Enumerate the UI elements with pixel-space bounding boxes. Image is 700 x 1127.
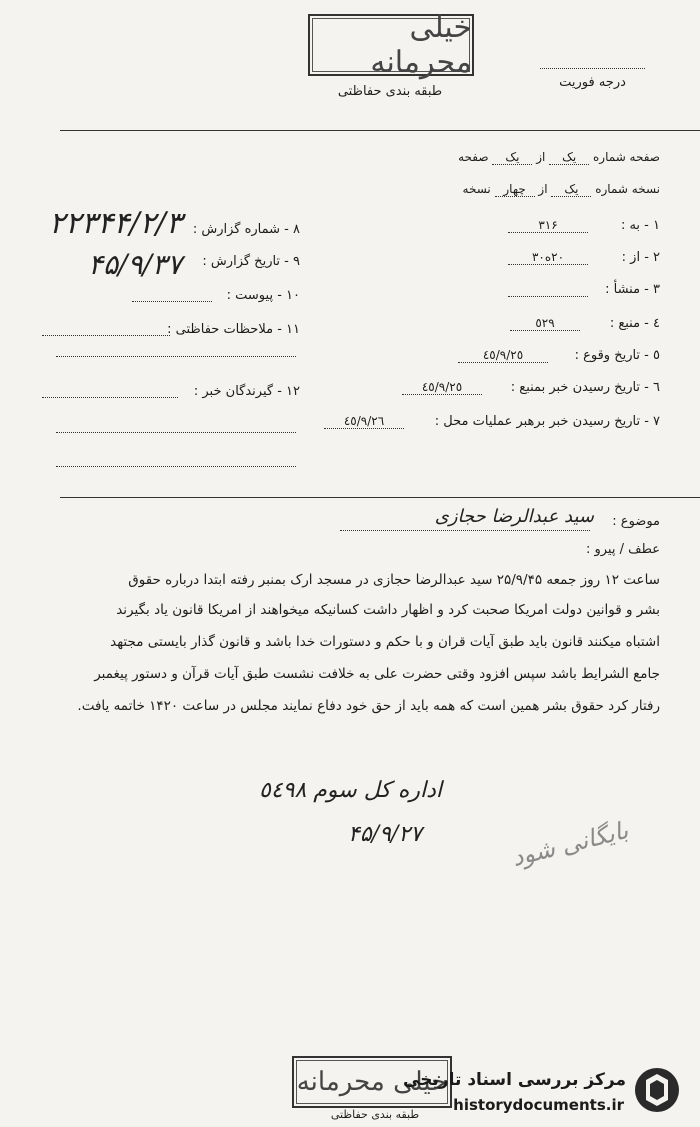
field-event-date-value: ٤٥/٩/٢٥	[458, 348, 548, 363]
bottom-stamp-text: خیلی محرمانه	[296, 1067, 448, 1097]
field-to-value: ۳۱۶	[508, 218, 588, 233]
field-from-label: ۲ - از :	[621, 250, 660, 265]
copy-word: نسخه	[462, 182, 491, 196]
field-origin-value	[508, 282, 588, 297]
field-source-receipt-date-label: ٦ - تاریخ رسیدن خبر بمنبع :	[510, 380, 660, 395]
field-to	[300, 212, 660, 242]
watermark-logo-icon	[632, 1062, 682, 1118]
page-number-value: یک	[549, 150, 589, 165]
watermark-site-url: historydocuments.ir	[453, 1096, 624, 1114]
copy-total-value: چهار	[495, 182, 535, 197]
page-of-label: از	[536, 150, 546, 164]
copy-number-value: یک	[551, 182, 591, 197]
field-security-notes-label: ۱۱ - ملاحظات حفاظتی :	[167, 322, 300, 337]
body-line-3: اشتباه میکنند قانون باید طبق آیات قران و با حکم و دستورات خدا باشد و قانون گذار بایستی مجتهد	[110, 634, 660, 650]
subject-value: سید عبدالرضا حجازی	[434, 506, 594, 527]
handwritten-note-1: اداره کل سوم ٥٤٩٨	[259, 778, 442, 803]
body-line-4: جامع الشرایط باشد سپس افزود وقتی حضرت علی به خلافت نشست طبق آیات قرآن و دستور پیغمبر	[94, 666, 660, 682]
copy-number-line	[400, 182, 660, 197]
copy-number-label: نسخه شماره	[595, 182, 660, 196]
recipients-line-2	[56, 432, 296, 433]
field-from-value: ۲۰ه۳۰	[508, 250, 588, 265]
page-number-label: صفحه شماره	[593, 150, 660, 164]
body-line-2: بشر و قوانین دولت امریکا صحبت کرد و اظهار داشت کسانیکه میخواهند از امریکا قانون یاد بگیرند	[116, 602, 660, 618]
classification-label: طبقه بندی حفاظتی	[337, 84, 443, 99]
recipients-line-3	[56, 466, 296, 467]
field-to-label: ۱ - به :	[620, 218, 660, 233]
field-ops-receipt-date-value: ٤٥/٩/٢٦	[324, 414, 404, 429]
field-report-number-label: ۸ - شماره گزارش :	[192, 222, 300, 237]
field-origin-label: ۳ - منشأ :	[605, 282, 660, 297]
page-word: صفحه	[458, 150, 489, 164]
body-line-5: رفتار کرد حقوق بشر همین است که همه باید از حق خود دفاع نمایند مجلس در ساعت ۱۴۲۰ خاتمه یافت.	[77, 698, 660, 714]
field-from	[300, 244, 660, 274]
field-security-notes	[40, 314, 300, 344]
page-total-value: یک	[492, 150, 532, 165]
field-source-receipt-date	[300, 374, 660, 404]
bottom-classification-label: طبقه بندی حفاظتی	[330, 1108, 420, 1121]
field-source-receipt-date-value: ٤٥/٩/٢٥	[402, 380, 482, 395]
field-event-date	[300, 342, 660, 372]
page-number-line	[400, 150, 660, 165]
meta-divider	[60, 497, 700, 498]
field-ops-receipt-date	[300, 408, 660, 438]
field-report-number-value: ۲۲۳۴۴/۲/۳	[48, 206, 182, 241]
field-origin	[300, 276, 660, 306]
body-line-1: ساعت ۱۲ روز جمعه ۲۵/۹/۴۵ سید عبدالرضا حجازی در مسجد ارک بمنبر رفته ابتدا درباره حقوق	[128, 572, 660, 588]
handwritten-note-2: ۴۵/۹/۲۷	[348, 822, 422, 847]
priority-line	[540, 68, 645, 69]
field-source	[300, 310, 660, 340]
notes-extra-line-1	[56, 356, 296, 357]
subject-label: موضوع :	[612, 514, 660, 529]
reference-label: عطف / پیرو :	[585, 542, 660, 557]
subject-line	[340, 530, 590, 531]
field-report-date-value: ۴۵/۹/۳۷	[87, 248, 182, 281]
header-divider	[60, 130, 700, 131]
field-recipients	[40, 376, 300, 406]
priority-label: درجه فوریت	[559, 75, 626, 90]
watermark-center-name: مرکز بررسی اسناد تاریخی	[403, 1070, 626, 1090]
field-recipients-label: ۱۲ - گیرندگان خبر :	[193, 384, 300, 399]
top-classification-stamp	[308, 10, 474, 80]
field-source-label: ٤ - منبع :	[609, 316, 660, 331]
field-report-number	[40, 206, 300, 246]
copy-of-label: از	[538, 182, 548, 196]
field-report-date-label: ۹ - تاریخ گزارش :	[202, 254, 300, 269]
margin-handwritten-note: بایگانی شود	[509, 816, 631, 872]
field-security-notes-value	[42, 334, 170, 336]
field-report-date	[40, 246, 300, 281]
subject-row	[300, 506, 660, 540]
top-stamp-text: خیلی محرمانه	[370, 10, 472, 80]
field-attachment-label: ۱۰ - پیوست :	[226, 288, 300, 303]
field-event-date-label: ٥ - تاریخ وقوع :	[574, 348, 660, 363]
field-source-value: ٥٢٩	[510, 316, 580, 331]
field-attachment	[40, 280, 300, 310]
field-ops-receipt-date-label: ٧ - تاریخ رسیدن خبر برهبر عملیات محل :	[434, 414, 660, 429]
field-recipients-value	[42, 396, 178, 398]
field-attachment-value	[132, 300, 212, 302]
